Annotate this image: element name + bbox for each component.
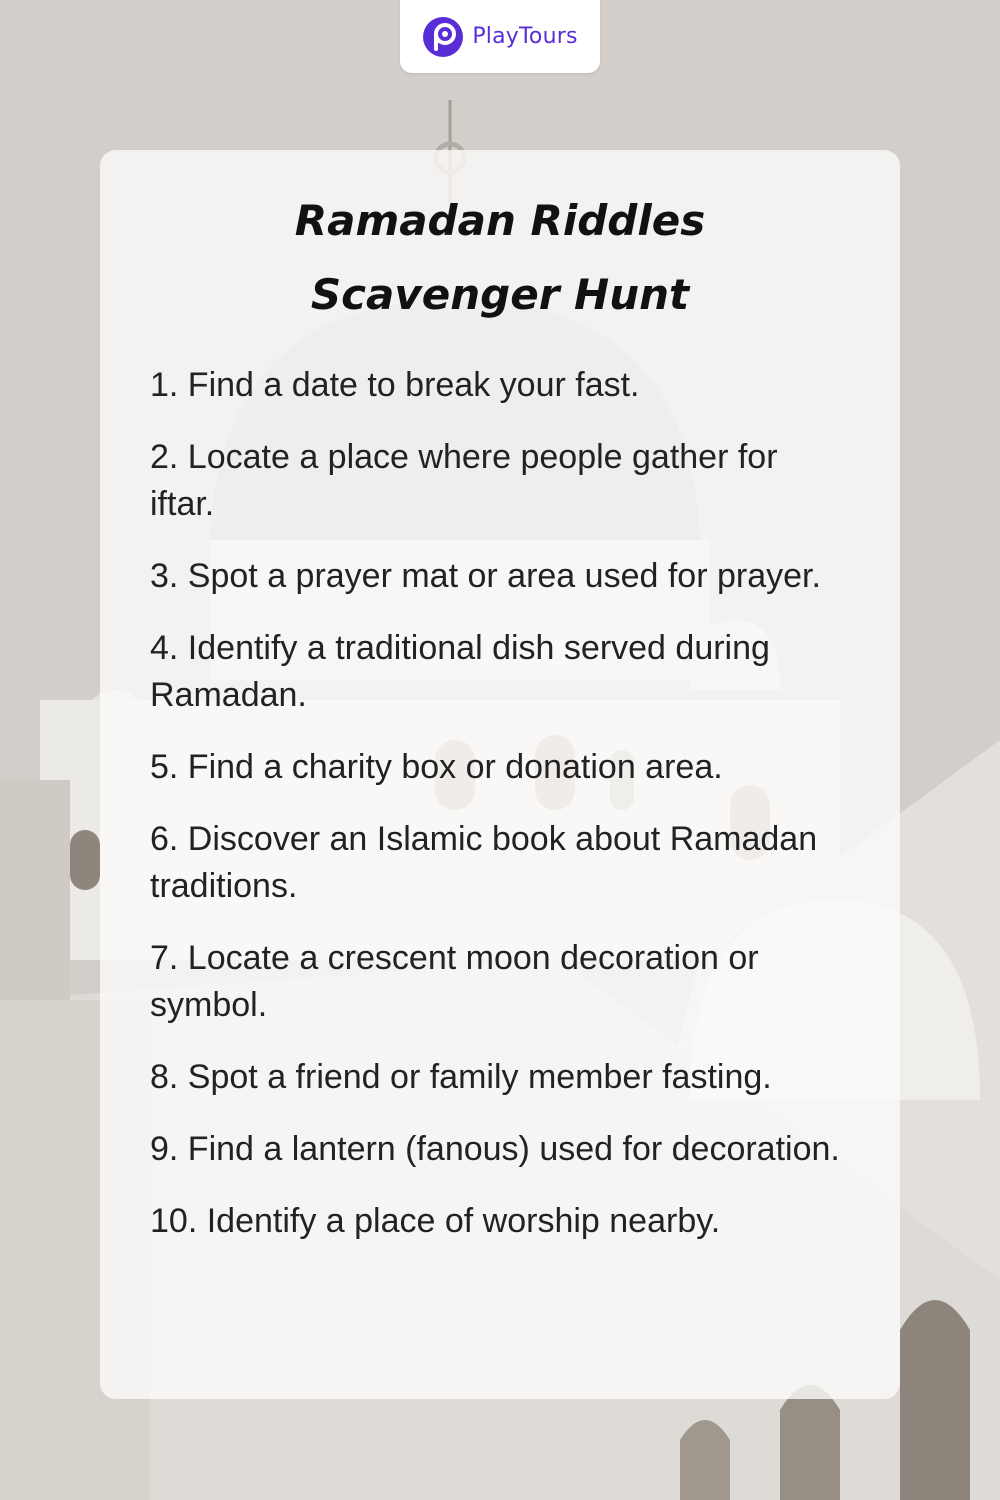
list-item: 2. Locate a place where people gather for iftar.	[150, 438, 778, 523]
title-line-1: Ramadan Riddles	[294, 196, 706, 245]
list-item: 10. Identify a place of worship nearby.	[150, 1202, 721, 1240]
riddle-list	[150, 362, 840, 1270]
list-item: 8. Spot a friend or family member fasting.	[150, 1058, 772, 1096]
list-item: 7. Locate a crescent moon decoration or symbol.	[150, 939, 759, 1024]
page-title	[0, 184, 1000, 332]
list-item: 4. Identify a traditional dish served during Ramadan.	[150, 629, 770, 714]
playtours-logo-icon	[422, 16, 464, 58]
brand-logo[interactable]	[400, 0, 600, 73]
list-item: 6. Discover an Islamic book about Ramadan traditions.	[150, 820, 818, 905]
list-item: 3. Spot a prayer mat or area used for prayer.	[150, 557, 821, 595]
title-line-2: Scavenger Hunt	[310, 270, 690, 319]
list-item: 5. Find a charity box or donation area.	[150, 748, 723, 786]
list-item: 9. Find a lantern (fanous) used for decoration.	[150, 1130, 840, 1168]
list-item: 1. Find a date to break your fast.	[150, 366, 640, 404]
brand-name: PlayTours	[472, 24, 578, 49]
